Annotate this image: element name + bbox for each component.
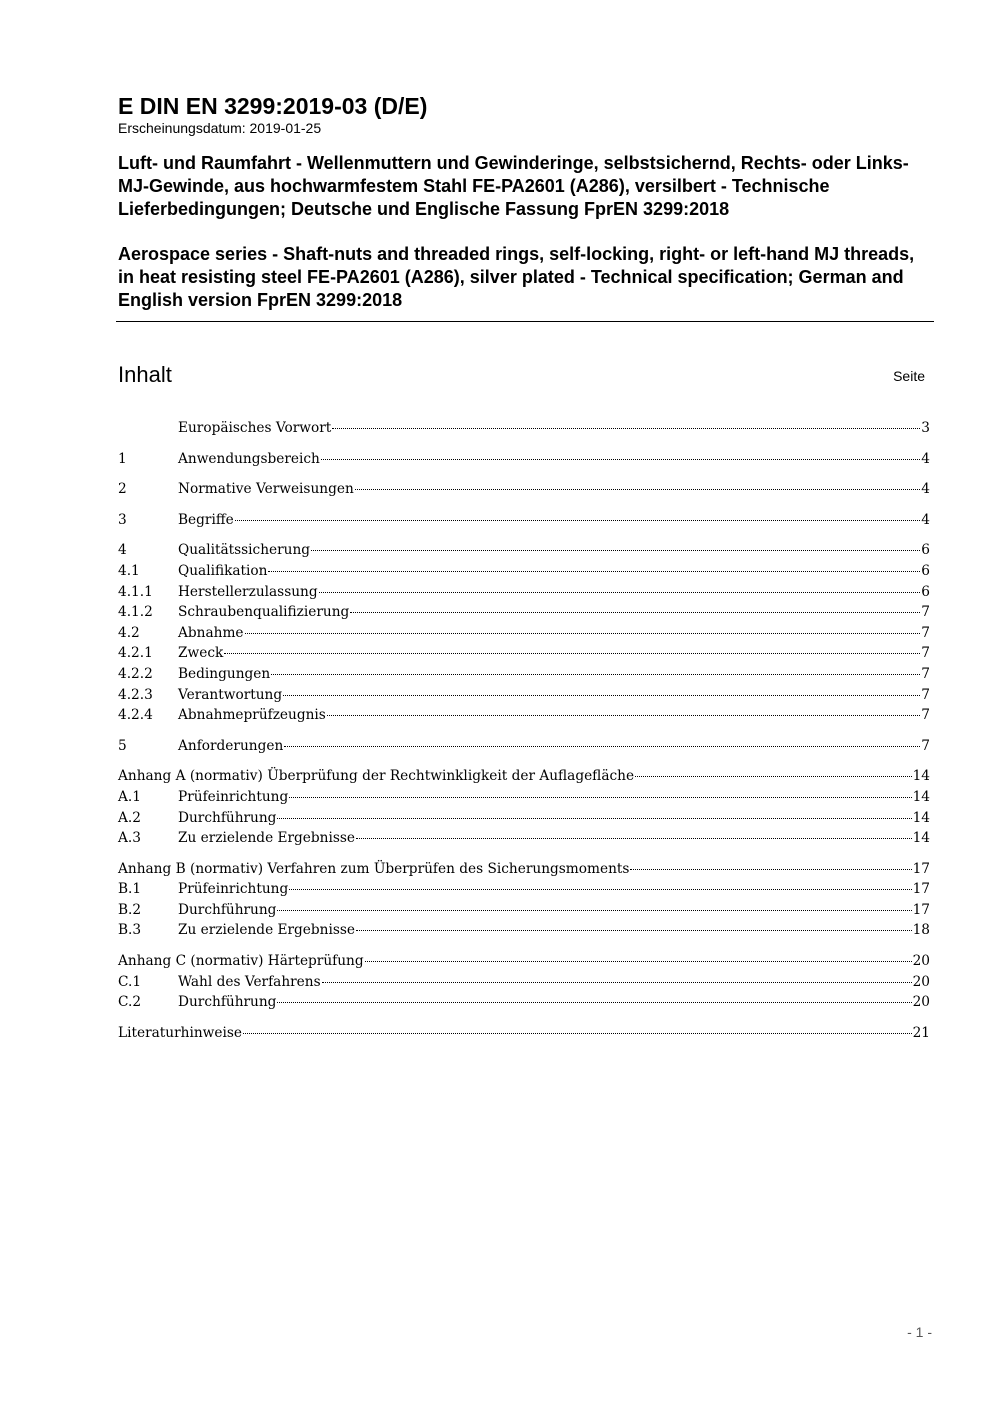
toc-entry-page: 3 — [921, 420, 930, 436]
toc-entry-page: 6 — [921, 583, 930, 600]
toc-entry-label: Anwendungsbereich — [178, 450, 320, 467]
toc-entry-label: Durchführung — [178, 994, 277, 1011]
document-id: E DIN EN 3299:2019-03 (D/E) — [118, 93, 428, 119]
toc-entry-page: 20 — [912, 953, 930, 970]
toc-entry-page: 14 — [912, 768, 930, 785]
toc-entry-number: 4.1 — [118, 562, 140, 579]
toc-entry-label: Abnahme — [178, 624, 244, 641]
toc-entry-number: B.2 — [118, 901, 142, 918]
toc-entry[interactable] — [118, 602, 930, 623]
toc-leader-dots — [635, 775, 912, 777]
toc-entry-label: Herstellerzulassung — [178, 583, 318, 600]
toc-entry[interactable] — [118, 920, 930, 941]
toc-entry-label: Prüfeinrichtung — [178, 788, 289, 805]
toc-entry-number: 4.2.3 — [118, 686, 153, 703]
toc-entry[interactable] — [118, 879, 930, 900]
page-number: - 1 - — [907, 1324, 932, 1340]
toc-entry-number: A.3 — [118, 830, 141, 847]
toc-entry[interactable] — [118, 787, 930, 808]
toc-entry-label: Prüfeinrichtung — [178, 881, 289, 898]
toc-entry-label: Europäisches Vorwort — [178, 420, 332, 436]
toc-entry-number: A.1 — [118, 788, 141, 805]
toc-entry-page: 17 — [912, 881, 930, 898]
toc-entry-number: 4.2.1 — [118, 645, 153, 662]
toc-entry-number: 5 — [118, 737, 127, 754]
toc-entry-page: 20 — [912, 994, 930, 1011]
toc-entry[interactable] — [118, 449, 930, 470]
toc-entry-label: Wahl des Verfahrens — [178, 973, 321, 990]
table-of-contents — [118, 418, 930, 1043]
toc-leader-dots — [332, 427, 920, 429]
toc-leader-dots — [289, 888, 911, 890]
toc-leader-dots — [245, 632, 921, 634]
toc-entry-label: Normative Verweisungen — [178, 481, 354, 498]
publication-date: Erscheinungsdatum: 2019-01-25 — [118, 120, 322, 136]
toc-entry[interactable] — [118, 510, 930, 531]
toc-leader-dots — [321, 458, 920, 460]
toc-entry-number: 4.2.4 — [118, 707, 153, 724]
toc-entry[interactable] — [118, 828, 930, 849]
toc-entry-page: 7 — [921, 604, 930, 621]
header-divider — [116, 321, 934, 322]
toc-entry-number: 4 — [118, 542, 127, 559]
toc-entry-page: 14 — [912, 809, 930, 826]
toc-entry-number: 4.1.2 — [118, 604, 153, 621]
toc-entry-label: Anhang A (normativ) Überprüfung der Rechtwinkligkeit der Auflagefläche — [118, 768, 635, 785]
toc-entry[interactable] — [118, 540, 930, 561]
toc-entry[interactable] — [118, 859, 930, 880]
toc-entry-label: Zu erzielende Ergebnisse — [178, 830, 356, 847]
toc-entry-page: 20 — [912, 973, 930, 990]
toc-leader-dots — [319, 591, 921, 593]
toc-page-label: Seite — [893, 368, 925, 384]
toc-entry-label: Qualifikation — [178, 562, 268, 579]
toc-entry-page: 17 — [912, 901, 930, 918]
toc-leader-dots — [224, 652, 920, 654]
toc-entry-label: Bedingungen — [178, 665, 271, 682]
title-german: Luft- und Raumfahrt - Wellenmuttern und Gewinderinge, selbstsichernd, Rechts- oder Links-MJ-Gewinde, aus hochwarmfestem Stahl FE-PA2601 (A286), versilbert - Technische Lieferbedingungen; Deutsche und Englische Fassung FprEN 3299:2018 — [118, 153, 909, 219]
toc-entry-label: Verantwortung — [178, 686, 283, 703]
toc-entry-number: 2 — [118, 481, 127, 498]
toc-entry-label: Zu erzielende Ergebnisse — [178, 922, 356, 939]
toc-leader-dots — [277, 1001, 911, 1003]
toc-entry-label: Anhang B (normativ) Verfahren zum Überprüfen des Sicherungsmoments — [118, 860, 630, 877]
toc-entry[interactable] — [118, 582, 930, 603]
toc-entry-page: 17 — [912, 860, 930, 877]
toc-entry[interactable] — [118, 705, 930, 726]
toc-leader-dots — [356, 929, 912, 931]
toc-leader-dots — [277, 909, 911, 911]
toc-entry[interactable] — [118, 972, 930, 993]
toc-entry-page: 7 — [921, 686, 930, 703]
toc-entry[interactable] — [118, 808, 930, 829]
toc-entry[interactable] — [118, 951, 930, 972]
toc-leader-dots — [365, 960, 912, 962]
toc-leader-dots — [322, 981, 912, 983]
document-header — [118, 92, 934, 312]
toc-leader-dots — [289, 796, 911, 798]
toc-entry[interactable] — [118, 643, 930, 664]
toc-entry-label: Qualitätssicherung — [178, 542, 311, 559]
toc-leader-dots — [268, 570, 920, 572]
toc-entry[interactable] — [118, 1023, 930, 1044]
toc-entry-number: 1 — [118, 450, 127, 467]
toc-entry[interactable] — [118, 900, 930, 921]
title-english: Aerospace series - Shaft-nuts and threaded rings, self-locking, right- or left-hand MJ threads, in heat resisting steel FE-PA2601 (A286), silver plated - Technical specification; German and English version FprEN 3299:2018 — [118, 244, 915, 310]
toc-entry-page: 6 — [921, 562, 930, 579]
toc-entry-label: Anhang C (normativ) Härteprüfung — [118, 953, 364, 970]
toc-leader-dots — [284, 745, 920, 747]
toc-entry-label: Literaturhinweise — [118, 1024, 242, 1041]
toc-entry-number: C.1 — [118, 973, 142, 990]
toc-entry-number: 4.2 — [118, 624, 140, 641]
toc-entry[interactable] — [118, 623, 930, 644]
toc-heading: Inhalt — [118, 362, 172, 387]
toc-entry-page: 7 — [921, 707, 930, 724]
toc-entry-page: 7 — [921, 737, 930, 754]
toc-entry-number: B.1 — [118, 881, 142, 898]
toc-entry-page: 14 — [912, 830, 930, 847]
toc-entry[interactable] — [118, 418, 930, 439]
toc-leader-dots — [355, 488, 921, 490]
toc-entry-label: Durchführung — [178, 901, 277, 918]
toc-entry-number: 4.1.1 — [118, 583, 153, 600]
toc-leader-dots — [283, 694, 920, 696]
toc-entry[interactable] — [118, 479, 930, 500]
toc-entry-number: A.2 — [118, 809, 141, 826]
toc-leader-dots — [235, 519, 921, 521]
toc-entry-page: 7 — [921, 624, 930, 641]
toc-leader-dots — [277, 817, 911, 819]
toc-entry-page: 6 — [921, 542, 930, 559]
toc-entry[interactable] — [118, 664, 930, 685]
toc-entry-page: 7 — [921, 645, 930, 662]
toc-entry-label: Schraubenqualifizierung — [178, 604, 350, 621]
toc-leader-dots — [311, 549, 920, 551]
toc-leader-dots — [630, 868, 911, 870]
toc-entry-label: Durchführung — [178, 809, 277, 826]
toc-entry-page: 18 — [912, 922, 930, 939]
toc-entry-page: 7 — [921, 665, 930, 682]
toc-leader-dots — [243, 1032, 912, 1034]
toc-entry-number: 3 — [118, 511, 127, 528]
toc-entry-page: 14 — [912, 788, 930, 805]
toc-entry-page: 4 — [921, 481, 930, 498]
toc-entry-number: 4.2.2 — [118, 665, 153, 682]
toc-leader-dots — [350, 611, 920, 613]
toc-entry-label: Anforderungen — [178, 737, 284, 754]
toc-entry-page: 4 — [921, 450, 930, 467]
toc-leader-dots — [356, 837, 912, 839]
toc-entry-page: 21 — [912, 1024, 930, 1041]
toc-entry-number: C.2 — [118, 994, 142, 1011]
toc-leader-dots — [271, 673, 920, 675]
toc-entry-page: 4 — [921, 511, 930, 528]
toc-entry-number: B.3 — [118, 922, 142, 939]
toc-entry-label: Abnahmeprüfzeugnis — [178, 707, 326, 724]
toc-entry[interactable] — [118, 736, 930, 757]
toc-entry[interactable] — [118, 685, 930, 706]
toc-entry[interactable] — [118, 992, 930, 1013]
toc-leader-dots — [327, 714, 920, 716]
toc-entry[interactable] — [118, 561, 930, 582]
toc-entry-label: Begriffe — [178, 511, 234, 528]
toc-entry-label: Zweck — [178, 645, 224, 662]
toc-entry[interactable] — [118, 766, 930, 787]
